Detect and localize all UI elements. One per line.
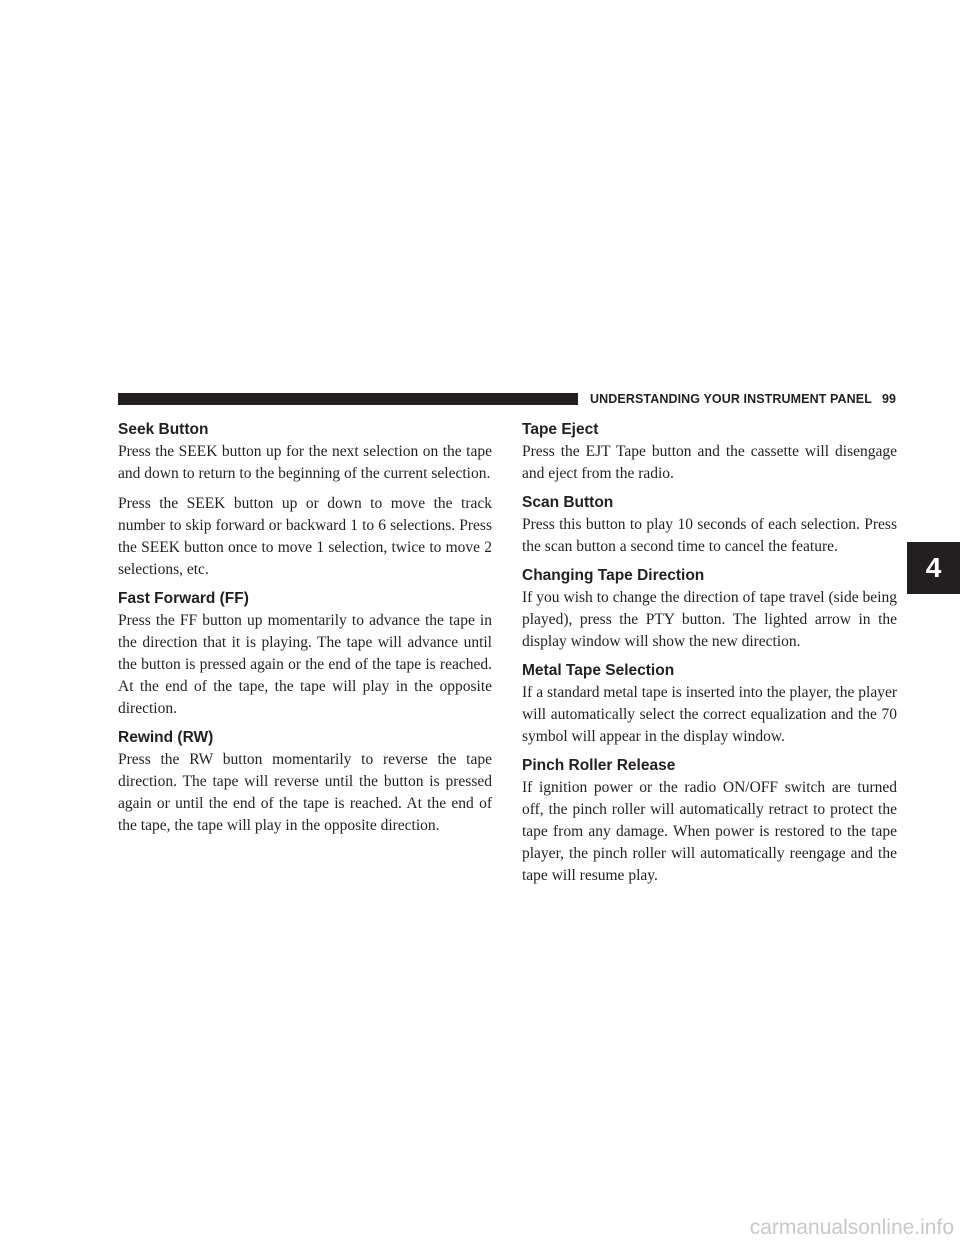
section-pinch-roller-release [522,756,897,887]
section-heading: Metal Tape Selection [522,662,675,679]
chapter-tab: 4 [907,542,960,594]
section-heading: Rewind (RW) [118,729,214,746]
section-heading: Pinch Roller Release [522,757,676,774]
section-heading: Fast Forward (FF) [118,590,249,607]
section-heading: Seek Button [118,421,209,438]
paragraph: Press this button to play 10 seconds of each selection. Press the scan button a second time to cancel the feature. [522,516,897,555]
section-metal-tape-selection [522,661,897,748]
section-heading: Tape Eject [522,421,599,438]
paragraph: If ignition power or the radio ON/OFF switch are turned off, the pinch roller will automatically retract to protect the tape from any damage. When power is restored to the tape player, the pinch roller will automatically reengage and the tape will resume play. [522,779,897,884]
left-column [118,420,492,845]
paragraph: If a standard metal tape is inserted into the player, the player will automatically select the correct equalization and the 70 symbol will appear in the display window. [522,684,897,745]
header-rule [118,393,578,405]
section-changing-tape-direction [522,566,897,653]
section-rewind [118,728,492,837]
page-number: 99 [881,392,897,406]
paragraph: Press the SEEK button up for the next selection on the tape and down to return to the beginning of the current selection. [118,443,492,482]
paragraph: Press the FF button up momentarily to advance the tape in the direction that it is playing. The tape will advance until the button is pressed again or the end of the tape is reached. At the end of the tape, the tape will play in the opposite direction. [118,612,492,717]
paragraph: Press the RW button momentarily to reverse the tape direction. The tape will reverse until the button is pressed again or until the end of the tape is reached. At the end of the tape, the tape will play in the opposite direction. [118,751,492,834]
section-fast-forward [118,589,492,720]
paragraph: Press the SEEK button up or down to move the track number to skip forward or backward 1 to 6 selections. Press the SEEK button once to move 1 selection, twice to move 2 selections, etc. [118,495,492,578]
section-heading: Scan Button [522,494,614,511]
section-tape-eject [522,420,897,485]
section-seek-button [118,420,492,581]
paragraph: Press the EJT Tape button and the cassette will disengage and eject from the radio. [522,443,897,482]
section-scan-button [522,493,897,558]
header-section-title: UNDERSTANDING YOUR INSTRUMENT PANEL [590,392,872,406]
watermark: carmanualsonline.info [749,1216,954,1239]
section-heading: Changing Tape Direction [522,567,705,584]
running-header [590,389,896,409]
right-column [522,420,897,895]
paragraph: If you wish to change the direction of tape travel (side being played), press the PTY button. The lighted arrow in the display window will show the new direction. [522,589,897,650]
